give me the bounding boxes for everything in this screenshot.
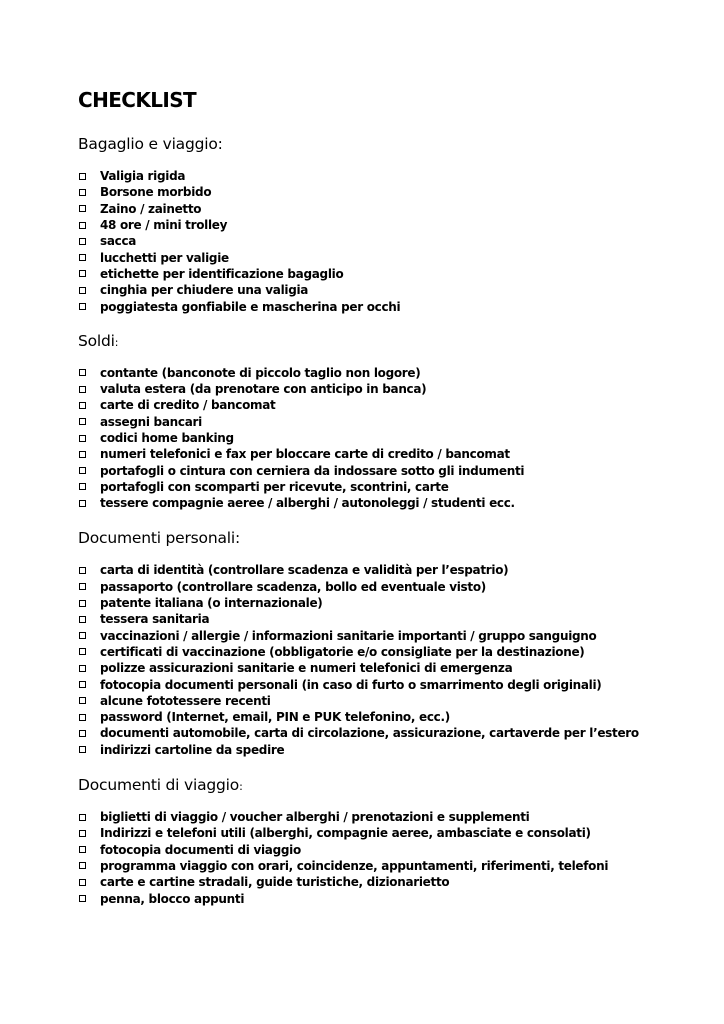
checklist [78,365,708,512]
checklist-item-label: tessere compagnie aeree / alberghi / autonoleggi / studenti ecc. [100,496,515,511]
checkbox-icon[interactable] [79,665,86,672]
checklist-item [78,858,708,874]
checklist-item-label: carte e cartine stradali, guide turistiche, dizionarietto [100,875,450,890]
checklist-item-label: assegni bancari [100,414,202,429]
section-documenti-di-viaggio [78,775,708,907]
checkbox-icon[interactable] [79,583,86,590]
checklist-item-label: poggiatesta gonfiabile e mascherina per occhi [100,299,401,314]
checklist-item-label: passaporto (controllare scadenza, bollo ed eventuale visto) [100,579,486,594]
checkbox-icon[interactable] [79,600,86,607]
checkbox-icon[interactable] [79,714,86,721]
checkbox-icon[interactable] [79,435,86,442]
checklist-item-label: tessera sanitaria [100,612,210,627]
section-heading [78,528,708,550]
checkbox-icon[interactable] [79,402,86,409]
checklist-item [78,282,708,298]
checklist-item-label: vaccinazioni / allergie / informazioni sanitarie importanti / gruppo sanguigno [100,628,597,643]
checklist-item-label: Borsone morbido [100,185,212,200]
checklist-item [78,233,708,249]
checkbox-icon[interactable] [79,303,86,310]
checklist-item [78,462,708,478]
checkbox-icon[interactable] [79,616,86,623]
checkbox-icon[interactable] [79,222,86,229]
checklist-item [78,725,708,741]
checklist-item-label: Valigia rigida [100,169,186,184]
checklist-item [78,381,708,397]
checkbox-icon[interactable] [79,254,86,261]
checklist-item [78,430,708,446]
checklist-item-label: valuta estera (da prenotare con anticipo in banca) [100,382,427,397]
checkbox-icon[interactable] [79,238,86,245]
checkbox-icon[interactable] [79,648,86,655]
checklist [78,168,708,315]
checklist-item-label: certificati di vaccinazione (obbligatorie e/o consigliate per la destinazione) [100,644,585,659]
checkbox-icon[interactable] [79,451,86,458]
section-heading-suffix: : [114,335,119,349]
checkbox-icon[interactable] [79,846,86,853]
section-documenti-personali [78,528,708,758]
checkbox-icon[interactable] [79,483,86,490]
checkbox-icon[interactable] [79,730,86,737]
checklist-item [78,184,708,200]
checkbox-icon[interactable] [79,500,86,507]
checklist-item [78,562,708,578]
checklist-item-label: alcune fototessere recenti [100,693,271,708]
checkbox-icon[interactable] [79,632,86,639]
checkbox-icon[interactable] [79,681,86,688]
checklist-item [78,842,708,858]
checklist-item-label: programma viaggio con orari, coincidenze, appuntamenti, riferimenti, telefoni [100,858,609,873]
section-soldi [78,331,708,512]
checklist-item [78,825,708,841]
checklist-item [78,611,708,627]
checklist-item [78,217,708,233]
checkbox-icon[interactable] [79,746,86,753]
section-heading-text: Bagaglio e viaggio: [78,135,223,153]
checklist-item [78,676,708,692]
checklist-item [78,809,708,825]
checklist-item-label: penna, blocco appunti [100,891,245,906]
checkbox-icon[interactable] [79,287,86,294]
checklist-item-label: cinghia per chiudere una valigia [100,283,309,298]
checklist-item-label: lucchetti per valigie [100,250,229,265]
checkbox-icon[interactable] [79,567,86,574]
checklist-item-label: codici home banking [100,431,234,445]
checklist-item [78,644,708,660]
checklist-item-label: portafogli o cintura con cerniera da indossare sotto gli indumenti [100,463,525,478]
checklist-item-label: sacca [100,234,137,249]
checklist-item [78,628,708,644]
checklist-item-label: Zaino / zainetto [100,201,202,216]
checklist-item-label: etichette per identificazione bagaglio [100,266,344,281]
checklist-item-label: numeri telefonici e fax per bloccare carte di credito / bancomat [100,447,510,462]
checkbox-icon[interactable] [79,418,86,425]
checklist-item-label: Indirizzi e telefoni utili (alberghi, compagnie aeree, ambasciate e consolati) [100,826,591,841]
checkbox-icon[interactable] [79,862,86,869]
checklist-item [78,397,708,413]
section-heading-text: Documenti di viaggio [78,775,240,794]
checklist-item [78,446,708,462]
checklist-item-label: carte di credito / bancomat [100,398,276,413]
checklist-item [78,495,708,511]
checklist-item-label: password (Internet, email, PIN e PUK telefonino, ecc.) [100,710,450,725]
checkbox-icon[interactable] [79,189,86,196]
checkbox-icon[interactable] [79,830,86,837]
section-heading-suffix: : [239,779,243,793]
section-heading [78,134,708,156]
checklist-item-label: documenti automobile, carta di circolazione, assicurazione, cartaverde per l’estero [100,726,639,741]
checkbox-icon[interactable] [79,386,86,393]
checklist-item [78,742,708,758]
checklist-item [78,595,708,611]
document-page [78,86,708,907]
checklist-item [78,579,708,595]
checklist [78,562,708,758]
checkbox-icon[interactable] [79,697,86,704]
checklist-item [78,266,708,282]
checklist-item [78,479,708,495]
checklist-item [78,693,708,709]
checklist-item [78,249,708,265]
section-heading [78,775,708,797]
checklist-item-label: fotocopia documenti di viaggio [100,842,301,857]
checkbox-icon[interactable] [79,895,86,902]
checklist-item [78,709,708,725]
checklist-item [78,660,708,676]
checklist-item [78,365,708,381]
document-title: CHECKLIST [78,88,197,112]
checklist-item [78,298,708,314]
checklist-item [78,874,708,890]
checklist-item [78,168,708,184]
checklist-item [78,414,708,430]
section-heading [78,331,708,353]
checklist-item-label: fotocopia documenti personali (in caso di furto o smarrimento degli originali) [100,677,602,692]
checklist-item [78,890,708,906]
section-bagaglio-e-viaggio [78,134,708,315]
checklist-item-label: indirizzi cartoline da spedire [100,742,285,757]
checklist-item-label: carta di identità (controllare scadenza e validità per l’espatrio) [100,563,509,578]
section-heading-text: Soldi [78,331,115,350]
checkbox-icon[interactable] [79,205,86,212]
checklist-item-label: polizze assicurazioni sanitarie e numeri telefonici di emergenza [100,661,513,676]
checklist [78,809,708,907]
checkbox-icon[interactable] [79,467,86,474]
checklist-item-label: portafogli con scomparti per ricevute, scontrini, carte [100,479,449,494]
checkbox-icon[interactable] [79,173,86,180]
checkbox-icon[interactable] [79,369,86,376]
checkbox-icon[interactable] [79,879,86,886]
checklist-item [78,201,708,217]
checkbox-icon[interactable] [79,270,86,277]
checkbox-icon[interactable] [79,814,86,821]
checklist-item-label: contante (banconote di piccolo taglio non logore) [100,365,421,380]
checklist-item-label: patente italiana (o internazionale) [100,596,323,611]
checklist-item-label: 48 ore / mini trolley [100,218,228,233]
checklist-item-label: biglietti di viaggio / voucher alberghi / prenotazioni e supplementi [100,810,530,825]
section-heading-text: Documenti personali: [78,529,240,548]
